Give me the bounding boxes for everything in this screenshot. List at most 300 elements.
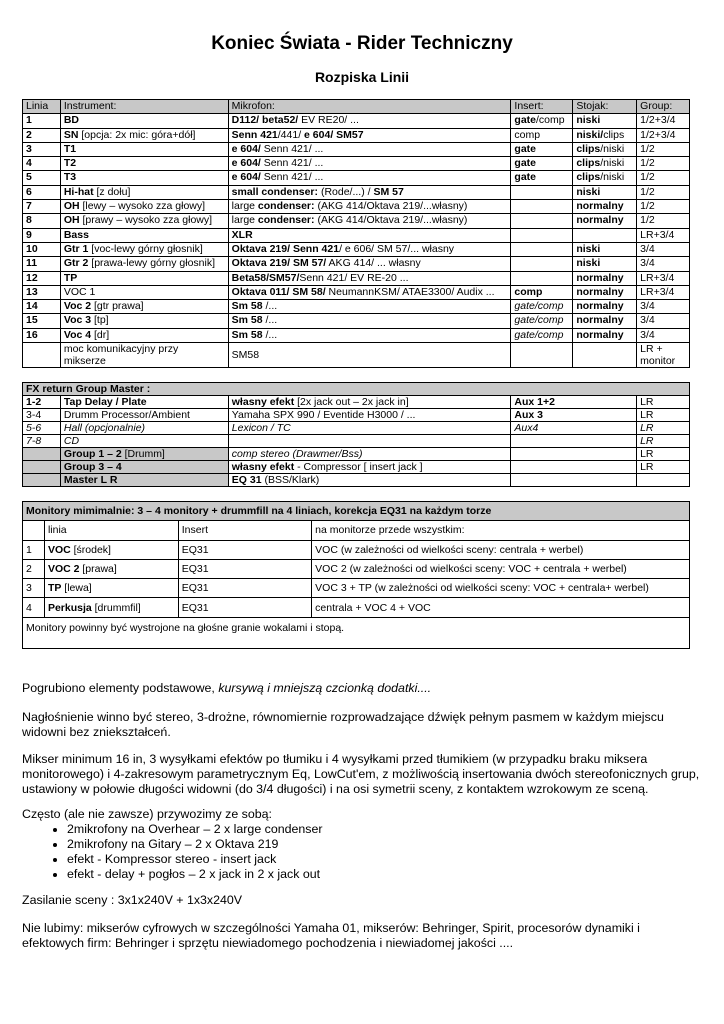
insert-cell [511,185,573,199]
line-number-text: 16 [26,328,38,341]
header-label: Stojak: [576,100,609,112]
monitors-columns-row [23,521,690,540]
document-title: Koniec Świata - Rider Techniczny [211,33,513,54]
mic-text: SM58 [231,348,260,361]
monitor-position: [prawa] [79,563,117,576]
insert-alt: /comp [536,114,565,127]
line-number [23,271,61,285]
mic-main: condenser: [257,200,315,213]
lines-header-cell [511,100,573,114]
stand-alt: /niski [600,142,625,155]
note-italic-text: kursywą i mniejszą czcionką dodatki.... [218,681,432,695]
fx-row [23,396,690,409]
lines-header-cell [23,100,61,114]
monitor-row [23,598,690,617]
group-text: 1/2 [640,171,655,184]
monitor-name: TP [47,582,62,595]
insert-main: gate [514,114,537,127]
monitors-col-label: na monitorze przede wszystkim: [315,524,465,537]
group-cell [637,171,690,185]
fx-header-row [23,383,690,396]
fx-name-text: Group 1 – 2 [63,448,122,460]
microphone-cell [228,300,511,314]
instrument-name: T1 [63,142,77,155]
stand-cell [573,228,637,242]
fx-header-cell [23,383,690,396]
stand-cell [573,142,637,156]
instrument-name: T2 [63,157,77,170]
fx-row [23,461,690,474]
fx-output [637,422,690,435]
monitor-number [23,579,45,598]
instrument-note: [tp] [91,314,109,327]
instrument-cell [60,242,228,256]
line-number [23,185,61,199]
microphone-cell [228,285,511,299]
mic-alt: /... [262,300,278,313]
stand-cell [573,328,637,342]
fx-name-text: Group 3 – 4 [63,461,122,473]
insert-cell [511,214,573,228]
line-number [23,214,61,228]
fx-number [23,409,61,422]
line-number-text: 8 [26,214,32,227]
bring-list-item: • efekt - delay + pogłos – 2 x jack in 2 x jack out [67,867,702,882]
monitors-col-header [44,521,178,540]
line-number [23,314,61,328]
note-paragraph-5: Zasilanie sceny : 3x1x240V + 1x3x240V [22,893,243,907]
stand-main: clips [576,142,601,155]
monitor-name: VOC 2 [47,563,80,576]
stand-main: clips [576,157,601,170]
instrument-note: [prawa-lewy górny głosnik] [88,257,215,270]
stand-cell [573,128,637,142]
monitor-number-text: 2 [26,563,32,576]
group-text: 1/2+3/4 [640,128,676,141]
instrument-name: Voc 2 [63,300,92,313]
instrument-name: Gtr 2 [63,257,89,270]
fx-output [637,448,690,461]
stand-cell [573,271,637,285]
monitor-line [44,598,178,617]
header-label: Instrument: [63,100,117,112]
fx-name [60,396,228,409]
bring-list-intro: Często (ale nie zawsze) przywozimy ze sobą: [22,807,272,821]
fx-name-text: Tap Delay / Plate [63,396,147,408]
monitor-number-text: 4 [26,601,32,614]
fx-aux [511,396,637,409]
note-paragraph-6: Nie lubimy: mikserów cyfrowych w szczególności Yamaha 01, mikserów: Behringer, Spirit, procesorów dynamiki i efektowych firm: Behringer i sprzętu niewiadomego pochodzenia i niewiadomej jakości .... [22,921,640,950]
monitors-header-label: Monitory mimimalnie: 3 – 4 monitory + drummfill na 4 liniach, korekcja EQ31 na każdym torze [26,505,492,518]
monitor-insert [178,540,311,559]
fx-output-text: LR [640,448,654,460]
mic-alt: NeumannKSM/ ATAE3300/ Audix ... [325,285,495,298]
monitor-row [23,579,690,598]
group-cell [637,200,690,214]
insert-optional: gate/comp [514,314,564,327]
stand-cell [573,314,637,328]
instrument-name: Bass [63,228,89,241]
instrument-cell [60,214,228,228]
mic-alt: (Rode/...) / [318,185,374,198]
fx-output-text: LR [640,422,654,434]
fx-device [228,474,511,487]
stand-main: normalny [576,271,624,284]
instrument-name: OH [63,214,80,227]
fx-row [23,448,690,461]
group-text: 1/2 [640,200,655,213]
mic-alt: /... [262,314,278,327]
line-number [23,157,61,171]
group-cell [637,114,690,128]
fx-aux [511,448,637,461]
monitor-number [23,559,45,578]
instrument-cell [60,300,228,314]
lines-row [23,271,690,285]
group-text: 1/2 [640,185,655,198]
instrument-cell [60,285,228,299]
group-cell [637,314,690,328]
mic-main: e 604/ [231,171,261,184]
insert-cell [511,314,573,328]
mic-alt: (AKG 414/Oktava 219/...własny) [314,214,468,227]
insert-cell [511,142,573,156]
group-text: 3/4 [640,314,655,327]
group-text: LR + [640,343,663,356]
fx-output-text: LR [640,409,654,421]
bring-list [22,822,702,882]
lines-row [23,185,690,199]
fx-name-text: Hall (opcjonalnie) [63,422,146,434]
stand-alt: /niski [600,171,625,184]
line-number-text: 6 [26,185,32,198]
fx-number [23,435,61,448]
line-number [23,328,61,342]
group-cell [637,214,690,228]
group-text: LR+3/4 [640,228,675,241]
instrument-cell [60,114,228,128]
fx-device-text: Lexicon / TC [231,422,291,434]
fx-device-text: (BSS/Klark) [261,474,320,486]
insert-cell [511,228,573,242]
fx-device-text: comp stereo (Drawmer/Bss) [231,448,363,460]
fx-number-text: 5-6 [26,422,42,434]
fx-device-text: Yamaha SPX 990 / Eventide H3000 / ... [231,409,416,421]
line-number-text: 13 [26,285,38,298]
instrument-note: [gtr prawa] [91,300,144,313]
monitor-mix [312,579,690,598]
fx-number [23,448,61,461]
mic-text: large [231,200,258,213]
microphone-cell [228,257,511,271]
mic-alt: EV RE20/ ... [298,114,359,127]
lines-row [23,171,690,185]
stand-cell [573,343,637,368]
mic-main: e 604/ [231,157,261,170]
line-number [23,171,61,185]
monitor-insert-text: EQ31 [181,563,209,576]
fx-name [60,422,228,435]
fx-name-text: Drumm Processor/Ambient [63,409,190,421]
fx-aux [511,435,637,448]
instrument-cell [60,185,228,199]
bring-list-item: • 2mikrofony na Gitary – 2 x Oktava 219 [67,837,702,852]
mic-alt: Senn 421/ ... [260,157,324,170]
lines-header-cell [228,100,511,114]
monitor-line [44,540,178,559]
line-number-text: 12 [26,271,38,284]
monitor-line [44,579,178,598]
mic-alt: /441/ [277,128,305,141]
stand-main: niski/ [576,128,604,141]
stand-main: normalny [576,285,624,298]
insert-cell [511,257,573,271]
instrument-note: [voc-lewy górny głosnik] [88,242,203,255]
instrument-cell [60,200,228,214]
monitors-col-blank [23,521,45,540]
stand-main: niski [576,242,601,255]
monitor-mix-text: VOC 3 + TP (w zależności od wielkości sceny: VOC + centrala+ werbel) [315,582,649,595]
insert-cell [511,171,573,185]
fx-aux-text: Aux 1+2 [514,396,555,408]
instrument-name: SN [63,128,79,141]
monitor-mix-text: centrala + VOC 4 + VOC [315,601,431,614]
monitor-mix [312,598,690,617]
stand-main: normalny [576,314,624,327]
monitor-mix [312,540,690,559]
stand-alt: /niski [600,157,625,170]
note-paragraph-3: Mikser minimum 16 in, 3 wysyłkami efektów po tłumiku i 4 wysyłkami przed tłumikiem (w przypadku braku miksera monitorowego) i 4-zakresowym parametrycznym Eq, LowCut'em, z możliwością insertowania dwóch stereofonicznych grup, ustawiony w połowie długości widowni (do 3/4 długości) i na osi symetrii sceny, z kontaktem wzrokowym ze sceną. [22,752,700,796]
lines-row [23,128,690,142]
stand-cell [573,157,637,171]
mic-main: Sm 58 [231,314,263,327]
fx-device [228,435,511,448]
lines-row [23,285,690,299]
stand-main: clips [576,171,601,184]
line-number [23,285,61,299]
monitors-header-cell [23,502,690,521]
monitor-number-text: 1 [26,543,32,556]
fx-output [637,396,690,409]
line-number-text: 5 [26,171,32,184]
insert-main: gate [514,171,537,184]
fx-name [60,435,228,448]
mic-main: Sm 58 [231,300,263,313]
stand-cell [573,214,637,228]
monitor-insert-text: EQ31 [181,582,209,595]
monitor-number [23,598,45,617]
stand-main: normalny [576,300,624,313]
insert-optional: gate/comp [514,328,564,341]
note-text: Pogrubiono elementy podstawowe, [22,681,219,695]
bring-list-item: • efekt - Kompressor stereo - insert jack [67,852,702,867]
group-cell [637,142,690,156]
group-text: monitor [640,355,676,368]
mic-main: Oktava 219/ Senn 421 [231,242,340,255]
line-number [23,200,61,214]
line-number [23,343,61,368]
header-label: Linia [26,100,49,112]
line-number [23,114,61,128]
mic-alt: AKG 414/ ... własny [326,257,421,270]
lines-row [23,314,690,328]
monitor-name: VOC [47,543,71,556]
mic-main: Beta58/SM57/ [231,271,300,284]
microphone-cell [228,171,511,185]
fx-output [637,461,690,474]
instrument-name: Gtr 1 [63,242,89,255]
mic-main: e 604/ SM57 [304,128,364,141]
mic-alt: Senn 421/ EV RE-20 ... [299,271,409,284]
group-cell [637,242,690,256]
monitor-insert [178,598,311,617]
instrument-cell [60,228,228,242]
insert-alt: comp [514,128,541,141]
stand-cell [573,185,637,199]
fx-device [228,448,511,461]
microphone-cell [228,157,511,171]
monitor-position: [środek] [70,543,111,556]
fx-row [23,422,690,435]
fx-name-note: [Drumm] [121,448,165,460]
microphone-cell [228,114,511,128]
line-number-text: 2 [26,128,32,141]
bring-list-item: • 2mikrofony na Overhear – 2 x large condenser [67,822,702,837]
fx-number [23,396,61,409]
note-paragraph-1 [22,681,702,696]
group-cell [637,185,690,199]
fx-number [23,422,61,435]
instrument-note: [prawy – wysoko zza głowy] [79,214,213,227]
fx-number [23,474,61,487]
fx-number-text: 1-2 [26,396,42,408]
microphone-cell [228,214,511,228]
instrument-name: TP [63,271,78,284]
document-subtitle: Rozpiska Linii [314,69,410,85]
monitor-position: [drummfil] [91,601,141,614]
fx-output-text: LR [640,396,654,408]
lines-row [23,228,690,242]
line-number-text: 15 [26,314,38,327]
monitor-row [23,559,690,578]
lines-header-cell [573,100,637,114]
monitor-insert-text: EQ31 [181,543,209,556]
mic-main: D112/ beta52/ [231,114,299,127]
monitor-mix-text: VOC 2 (w zależności od wielkości sceny: VOC + centrala + werbel) [315,563,627,576]
stand-alt: clips [603,128,625,141]
line-number-text: 3 [26,142,32,155]
fx-row [23,435,690,448]
group-cell [637,328,690,342]
fx-device-text: - Compressor [ insert jack ] [294,461,423,473]
stand-main: niski [576,185,601,198]
lines-table [22,99,690,368]
insert-cell [511,271,573,285]
stand-cell [573,257,637,271]
instrument-cell [60,257,228,271]
line-number-text: 11 [26,257,38,270]
fx-device [228,422,511,435]
microphone-cell [228,200,511,214]
instrument-cell [60,142,228,156]
mic-main: small condenser: [231,185,319,198]
group-text: 1/2 [640,214,655,227]
monitors-table [22,501,690,649]
fx-device [228,409,511,422]
header-label: Group: [640,100,673,112]
monitors-col-label: Insert [181,524,208,537]
line-number-text: 4 [26,157,32,170]
monitors-note-text: Monitory powinny być wystrojone na głośne granie wokalami i stopą. [26,621,345,634]
instrument-name: BD [63,114,80,127]
mic-main: XLR [231,228,253,241]
group-cell [637,300,690,314]
stand-cell [573,242,637,256]
insert-optional: gate/comp [514,300,564,313]
lines-row [23,242,690,256]
stand-main: niski [576,257,601,270]
line-number [23,142,61,156]
fx-name-text: Master L R [63,474,118,486]
group-text: LR+3/4 [640,271,675,284]
mic-alt: Senn 421/ ... [260,142,324,155]
fx-output-text: LR [640,435,654,447]
instrument-note: moc komunikacyjny przy [63,343,179,356]
instrument-cell [60,314,228,328]
line-number [23,300,61,314]
line-number-text: 9 [26,228,32,241]
note-paragraph-4 [22,807,702,882]
mic-main: e 604/ [231,142,261,155]
microphone-cell [228,242,511,256]
group-text: 1/2 [640,142,655,155]
fx-header-label: FX return Group Master : [26,383,151,395]
instrument-name: T3 [63,171,77,184]
mic-alt: / e 606/ SM 57/... własny [339,242,455,255]
group-cell [637,285,690,299]
microphone-cell [228,343,511,368]
fx-return-table [22,382,690,487]
lines-row [23,157,690,171]
microphone-cell [228,185,511,199]
mic-main: condenser: [257,214,315,227]
instrument-note: mikserze [63,355,106,368]
fx-number-text: 7-8 [26,435,42,447]
header-label: Insert: [514,100,544,112]
line-number [23,257,61,271]
instrument-name: Voc 4 [63,328,92,341]
insert-cell [511,200,573,214]
group-cell [637,157,690,171]
lines-row [23,257,690,271]
fx-aux [511,409,637,422]
stand-main: niski [576,114,601,127]
monitor-number-text: 3 [26,582,32,595]
insert-main: comp [514,285,543,298]
stand-cell [573,200,637,214]
group-text: 3/4 [640,257,655,270]
insert-cell [511,242,573,256]
monitor-line [44,559,178,578]
group-cell [637,257,690,271]
microphone-cell [228,142,511,156]
group-text: 1/2+3/4 [640,114,676,127]
lines-row [23,300,690,314]
microphone-cell [228,228,511,242]
monitors-header-row [23,502,690,521]
fx-aux [511,422,637,435]
instrument-note: [z dołu] [93,185,131,198]
